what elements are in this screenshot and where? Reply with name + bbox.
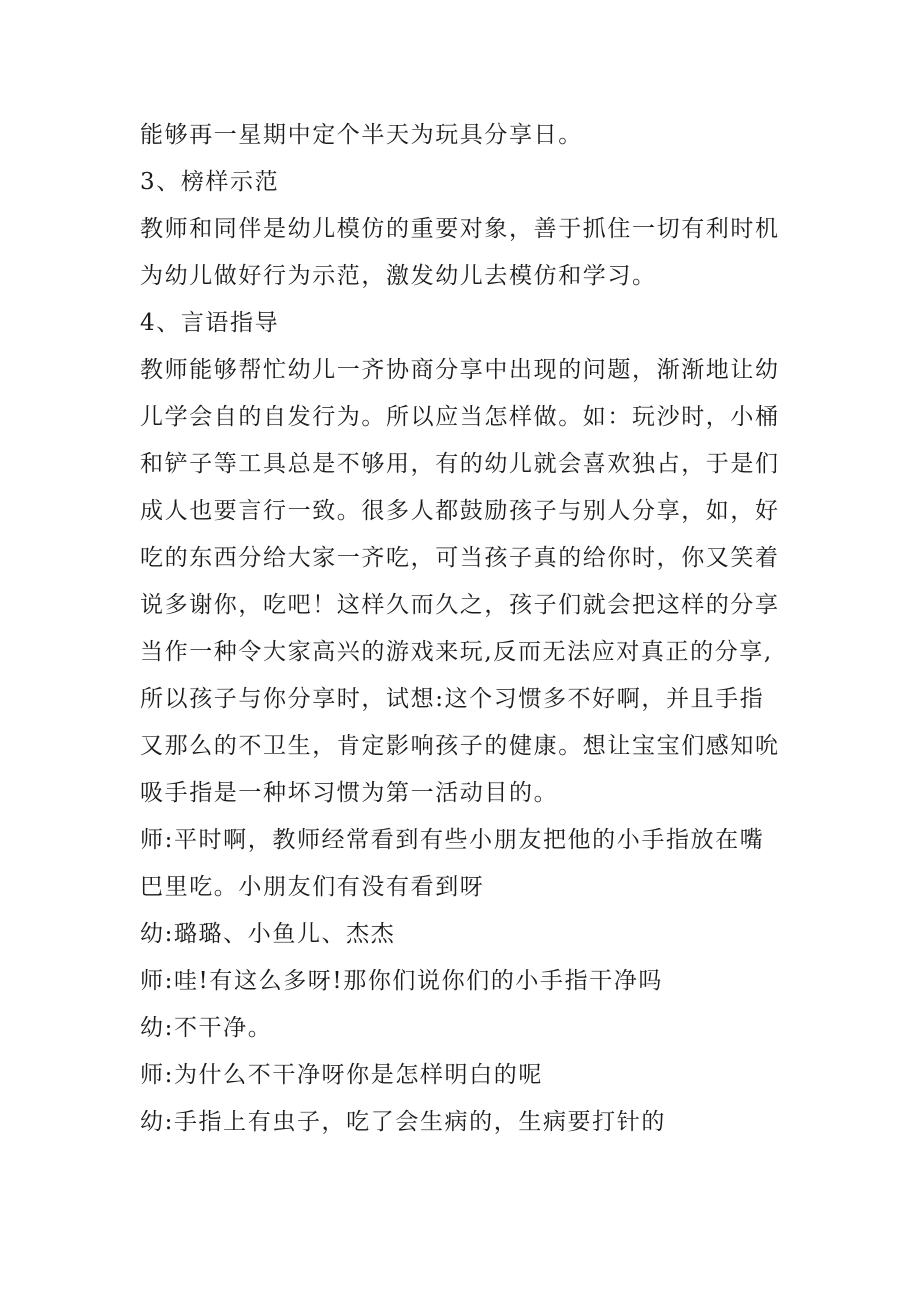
dialogue-line: 师:哇!有这么多呀!那你们说你们的小手指干净吗 bbox=[140, 968, 664, 994]
text-line: 和铲子等工具总是不够用，有的幼儿就会喜欢独占，于是们 bbox=[140, 451, 780, 477]
section-heading: 4、言语指导 bbox=[140, 310, 280, 336]
text-line: 教师能够帮忙幼儿一齐协商分享中出现的问题，渐渐地让幼 bbox=[140, 357, 780, 383]
text-line: 教师和同伴是幼儿模仿的重要对象，善于抓住一切有利时机 bbox=[140, 216, 780, 242]
document-body bbox=[140, 112, 790, 1146]
text-line: 所以孩子与你分享时，试想:这个习惯多不好啊，并且手指 bbox=[140, 686, 765, 712]
text-line: 吃的东西分给大家一齐吃，可当孩子真的给你时，你又笑着 bbox=[140, 545, 780, 571]
text-line: 成人也要言行一致。很多人都鼓励孩子与别人分享，如，好 bbox=[140, 498, 780, 524]
dialogue-line: 幼:不干净。 bbox=[140, 1015, 273, 1041]
text-line: 说多谢你，吃吧！这样久而久之，孩子们就会把这样的分享 bbox=[140, 592, 780, 618]
text-line: 吸手指是一种坏习惯为第一活动目的。 bbox=[140, 780, 559, 806]
section-heading: 3、榜样示范 bbox=[140, 169, 280, 195]
dialogue-line: 师:为什么不干净呀你是怎样明白的呢 bbox=[140, 1062, 543, 1088]
text-line: 能够再一星期中定个半天为玩具分享日。 bbox=[140, 122, 583, 148]
dialogue-line: 师:平时啊，教师经常看到有些小朋友把他的小手指放在嘴 bbox=[140, 827, 765, 853]
dialogue-line: 幼:璐璐、小鱼儿、杰杰 bbox=[140, 921, 396, 947]
text-line: 当作一种令大家高兴的游戏来玩,反而无法应对真正的分享, bbox=[140, 639, 773, 665]
text-line: 为幼儿做好行为示范，激发幼儿去模仿和学习。 bbox=[140, 263, 657, 289]
text-line: 儿学会自的自发行为。所以应当怎样做。如：玩沙时，小桶 bbox=[140, 404, 780, 430]
dialogue-line: 巴里吃。小朋友们有没有看到呀 bbox=[140, 874, 485, 900]
text-line: 又那么的不卫生，肯定影响孩子的健康。想让宝宝们感知吮 bbox=[140, 733, 780, 759]
dialogue-line: 幼:手指上有虫子，吃了会生病的，生病要打针的 bbox=[140, 1109, 666, 1135]
